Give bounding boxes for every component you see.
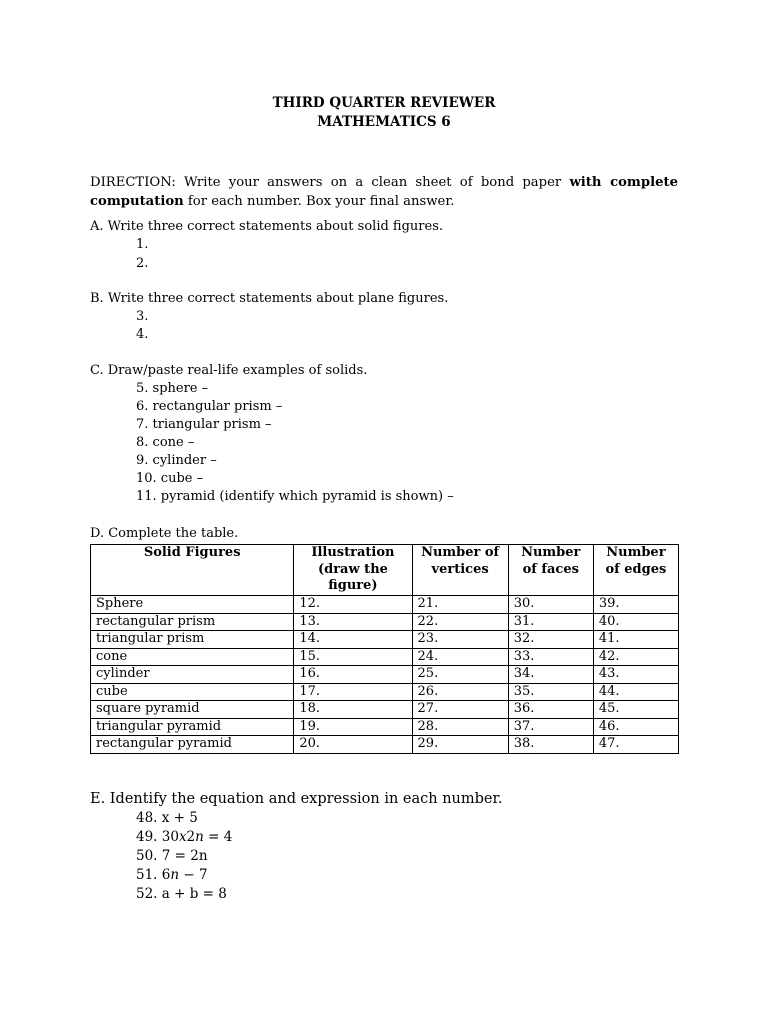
table-cell: 23. — [412, 631, 508, 649]
section-a-heading: A. Write three correct statements about solid figures. — [90, 219, 444, 234]
table-cell: 21. — [412, 596, 508, 614]
section-a-item: 2. — [136, 256, 149, 271]
table-row — [91, 683, 679, 701]
table-cell: 45. — [593, 701, 678, 719]
table-row — [91, 736, 679, 754]
section-a-item: 1. — [136, 237, 149, 252]
table-row — [91, 718, 679, 736]
table-row — [91, 666, 679, 684]
table-cell: 37. — [508, 718, 593, 736]
section-c-item: 8. cone – — [136, 435, 195, 450]
column-header: Number of vertices — [412, 545, 508, 596]
table-header-row — [91, 545, 679, 596]
direction-lead: DIRECTION: Write your answers on a clean sheet of bond paper — [90, 175, 562, 190]
table-row — [91, 613, 679, 631]
table-cell: 47. — [593, 736, 678, 754]
section-b-item: 3. — [136, 309, 149, 324]
section-c-item: 7. triangular prism – — [136, 417, 272, 432]
table-cell: square pyramid — [91, 701, 294, 719]
section-e-item: 51. 6𝑛 − 7 — [136, 867, 208, 883]
table-cell: 46. — [593, 718, 678, 736]
column-header: Number of edges — [593, 545, 678, 596]
table-cell: 27. — [412, 701, 508, 719]
section-c-item: 11. pyramid (identify which pyramid is shown) – — [136, 489, 454, 504]
section-b-item: 4. — [136, 327, 149, 342]
section-e-item: 52. a + b = 8 — [136, 886, 227, 902]
table-cell: triangular pyramid — [91, 718, 294, 736]
table-cell: 16. — [294, 666, 412, 684]
table-cell: 32. — [508, 631, 593, 649]
table-cell: 35. — [508, 683, 593, 701]
table-cell: cube — [91, 683, 294, 701]
section-c-heading: C. Draw/paste real-life examples of solids. — [90, 363, 368, 378]
table-cell: 40. — [593, 613, 678, 631]
table-cell: 34. — [508, 666, 593, 684]
table-cell: 33. — [508, 648, 593, 666]
section-e-heading: E. Identify the equation and expression in each number. — [90, 791, 503, 807]
table-cell: 13. — [294, 613, 412, 631]
section-c-item: 10. cube – — [136, 471, 204, 486]
table-cell: cylinder — [91, 666, 294, 684]
table-cell: 36. — [508, 701, 593, 719]
section-e-item: 49. 30𝑥2𝑛 = 4 — [136, 829, 233, 845]
table-cell: 14. — [294, 631, 412, 649]
table-cell: 39. — [593, 596, 678, 614]
table-cell: 43. — [593, 666, 678, 684]
table-cell: cone — [91, 648, 294, 666]
table-cell: 19. — [294, 718, 412, 736]
section-c-item: 5. sphere – — [136, 381, 209, 396]
table-row — [91, 631, 679, 649]
table-row — [91, 648, 679, 666]
column-header: Number of faces — [508, 545, 593, 596]
section-c-item: 9. cylinder – — [136, 453, 217, 468]
table-cell: 28. — [412, 718, 508, 736]
section-e-item: 48. x + 5 — [136, 810, 198, 826]
table-cell: 12. — [294, 596, 412, 614]
column-header: Illustration (draw the figure) — [294, 545, 412, 596]
table-row — [91, 701, 679, 719]
table-cell: 38. — [508, 736, 593, 754]
direction-paragraph — [90, 174, 678, 211]
table-cell: 22. — [412, 613, 508, 631]
section-c-item: 6. rectangular prism – — [136, 399, 283, 414]
page-subtitle: MATHEMATICS 6 — [317, 114, 451, 130]
table-cell: 42. — [593, 648, 678, 666]
table-cell: 15. — [294, 648, 412, 666]
table-cell: rectangular pyramid — [91, 736, 294, 754]
table-cell: triangular prism — [91, 631, 294, 649]
table-cell: 29. — [412, 736, 508, 754]
table-row — [91, 596, 679, 614]
solids-table — [90, 544, 679, 754]
section-d-heading: D. Complete the table. — [90, 526, 239, 541]
table-cell: 26. — [412, 683, 508, 701]
direction-bold: with complete computation — [90, 175, 678, 209]
table-cell: 30. — [508, 596, 593, 614]
table-cell: 17. — [294, 683, 412, 701]
direction-tail: for each number. Box your final answer. — [187, 193, 455, 209]
table-cell: Sphere — [91, 596, 294, 614]
table-cell: 31. — [508, 613, 593, 631]
table-cell: 18. — [294, 701, 412, 719]
table-cell: 20. — [294, 736, 412, 754]
page-title: THIRD QUARTER REVIEWER — [272, 95, 496, 111]
table-cell: 24. — [412, 648, 508, 666]
column-header: Solid Figures — [91, 545, 294, 596]
table-cell: 25. — [412, 666, 508, 684]
section-e-item: 50. 7 = 2n — [136, 848, 208, 864]
section-b-heading: B. Write three correct statements about plane figures. — [90, 291, 449, 306]
table-cell: 41. — [593, 631, 678, 649]
table-cell: 44. — [593, 683, 678, 701]
table-cell: rectangular prism — [91, 613, 294, 631]
